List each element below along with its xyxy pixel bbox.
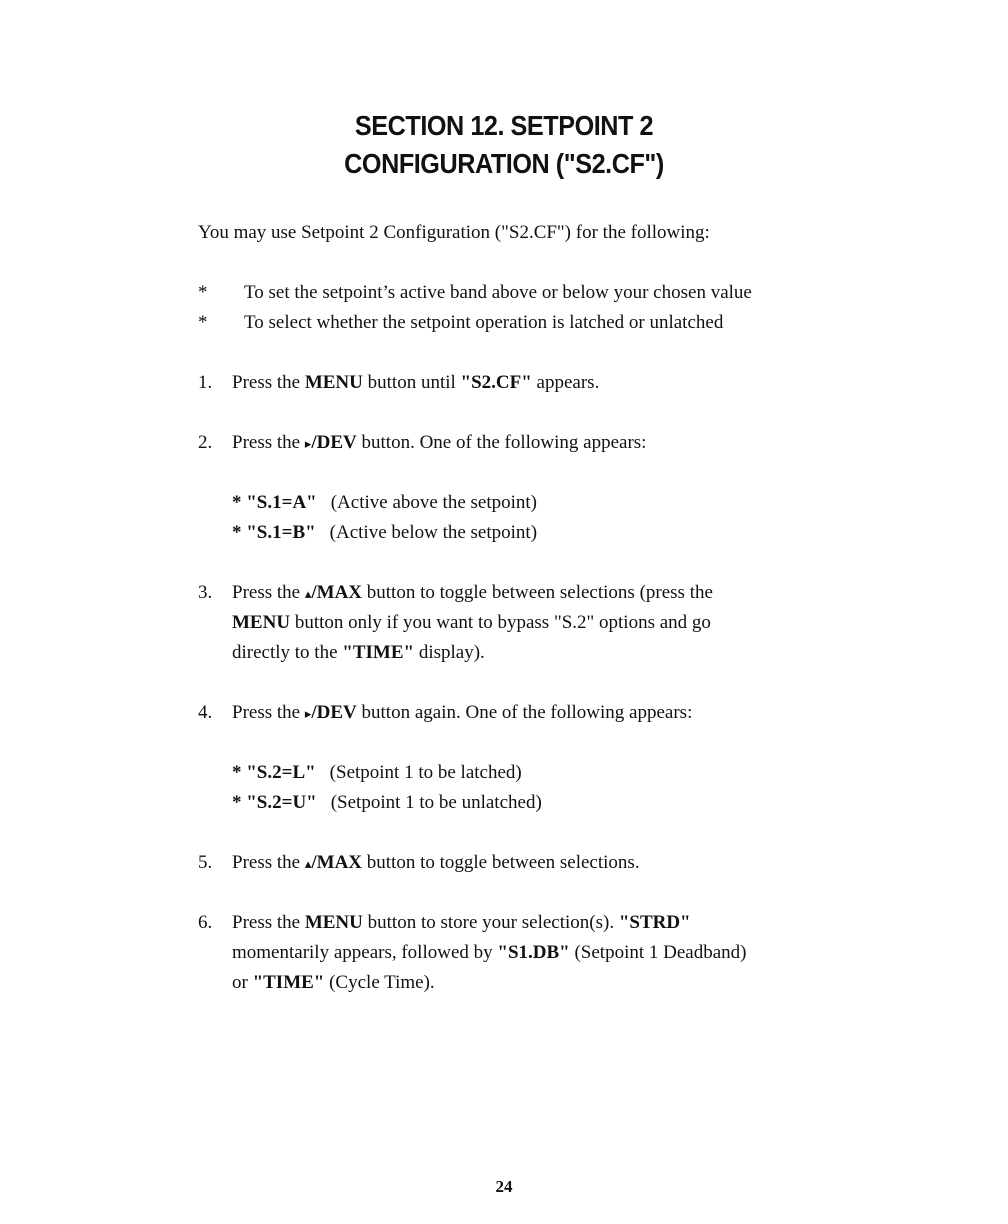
right-arrow-icon: ▸ [304, 436, 312, 451]
display-code: * "S.1=A" [232, 492, 317, 513]
step-text: display). [414, 642, 485, 663]
step-text: Press the [232, 432, 305, 453]
bullet-text: To set the setpoint’s active band above or below your chosen value [244, 282, 752, 303]
step-text: appears. [531, 372, 600, 393]
up-arrow-icon: ▴ [304, 856, 312, 871]
step-3-text [232, 612, 711, 634]
option-line [232, 522, 537, 544]
section-title: SECTION 12. SETPOINT 2 [354, 110, 654, 141]
step-6-text [232, 942, 746, 964]
menu-button-label: MENU [304, 372, 363, 393]
step-number: 4. [198, 702, 213, 723]
max-button-label: /MAX [311, 582, 363, 603]
step-text: button to toggle between selections. [362, 852, 640, 873]
bullet-marker: * [198, 282, 208, 303]
step-text: Press the [232, 912, 305, 933]
option-description: (Setpoint 1 to be unlatched) [330, 792, 542, 813]
step-number: 5. [198, 852, 213, 873]
step-text: button to toggle between selections (press the [362, 582, 713, 603]
step-text: Press the [232, 852, 305, 873]
step-6-text [232, 972, 435, 994]
step-2-text [232, 432, 646, 454]
step-text: button until [362, 372, 461, 393]
option-line [232, 492, 537, 514]
option-line [232, 792, 542, 814]
display-code: "TIME" [252, 972, 325, 993]
step-text: (Setpoint 1 Deadband) [569, 942, 747, 963]
step-text: Press the [232, 702, 305, 723]
step-text: button. One of the following appears: [356, 432, 647, 453]
display-code: "TIME" [342, 642, 415, 663]
page-number: 24 [495, 1177, 513, 1196]
step-1-text [232, 372, 599, 394]
step-text: momentarily appears, followed by [232, 942, 498, 963]
up-arrow-icon: ▴ [304, 586, 312, 601]
menu-button-label: MENU [232, 612, 291, 633]
step-3-text [232, 582, 713, 604]
step-5-text [232, 852, 640, 874]
display-code: * "S.1=B" [232, 522, 316, 543]
step-3-text [232, 642, 485, 664]
display-code: * "S.2=U" [232, 792, 317, 813]
option-description: (Active above the setpoint) [330, 492, 538, 513]
dev-button-label: /DEV [311, 432, 357, 453]
step-4-text [232, 702, 692, 724]
menu-button-label: MENU [304, 912, 363, 933]
option-description: (Active below the setpoint) [329, 522, 538, 543]
step-number: 6. [198, 912, 213, 933]
right-arrow-icon: ▸ [304, 706, 312, 721]
step-text: or [232, 972, 253, 993]
step-text: button only if you want to bypass "S.2" options and go [290, 612, 711, 633]
step-text: Press the [232, 372, 305, 393]
max-button-label: /MAX [311, 852, 363, 873]
intro-paragraph: You may use Setpoint 2 Configuration ("S2.CF") for the following: [198, 222, 710, 243]
step-text: Press the [232, 582, 305, 603]
display-code: * "S.2=L" [232, 762, 316, 783]
step-number: 1. [198, 372, 213, 393]
option-description: (Setpoint 1 to be latched) [329, 762, 522, 783]
step-text: (Cycle Time). [324, 972, 435, 993]
bullet-marker: * [198, 312, 208, 333]
step-text: button to store your selection(s). [362, 912, 619, 933]
bullet-text: To select whether the setpoint operation is latched or unlatched [244, 312, 724, 333]
display-code: "S1.DB" [497, 942, 570, 963]
display-code: "STRD" [618, 912, 691, 933]
step-number: 3. [198, 582, 213, 603]
display-code: "S2.CF" [460, 372, 532, 393]
option-line [232, 762, 522, 784]
step-text: directly to the [232, 642, 343, 663]
step-number: 2. [198, 432, 213, 453]
dev-button-label: /DEV [311, 702, 357, 723]
step-6-text [232, 912, 691, 934]
section-subtitle: CONFIGURATION ("S2.CF") [344, 148, 664, 179]
step-text: button again. One of the following appears: [356, 702, 693, 723]
